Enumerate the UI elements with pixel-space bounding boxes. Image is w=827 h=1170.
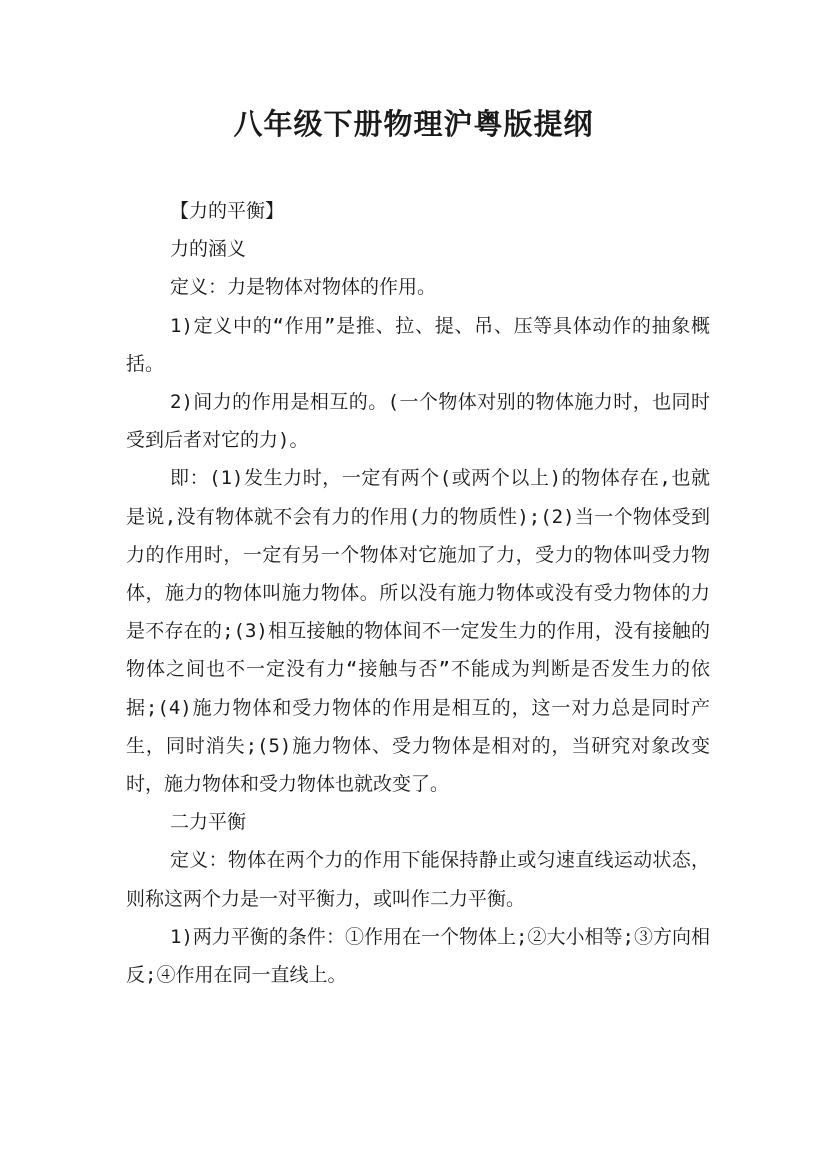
document-body [126,192,710,994]
paragraph-point-1: 1)定义中的“作用”是推、拉、提、吊、压等具体动作的抽象概括。 [126,314,710,375]
paragraph-balance-conditions: 1)两力平衡的条件：①作用在一个物体上;②大小相等;③方向相反;④作用在同一直线上。 [126,925,710,987]
document-title: 八年级下册物理沪粤版提纲 [233,107,594,141]
paragraph-balance-definition: 定义：物体在两个力的作用下能保持静止或匀速直线运动状态，则称这两个力是一对平衡力，或叫作二力平衡。 [126,849,710,910]
paragraph-force-definition: 定义：力是物体对物体的作用。 [170,276,437,299]
subheading-force-meaning: 力的涵义 [170,238,247,261]
subheading-two-force-balance: 二力平衡 [170,811,247,834]
section-heading-force-balance: 【力的平衡】 [170,200,285,222]
paragraph-point-2: 2)间力的作用是相互的。(一个物体对别的物体施力时，也同时受到后者对它的力)。 [126,391,710,452]
paragraph-explanation: 即：(1)发生力时，一定有两个(或两个以上)的物体存在,也就是说,没有物体就不会有力的作用(力的物质性);(2)当一个物体受到力的作用时，一定有另一个物体对它施加了力，受力的物体叫受力物体，施力的物体叫施力物体。所以没有施力物体或没有受力物体的力是不存在的;(3)相互接触的物体间不一定发生力的作用，没有接触的物体之间也不一定没有力“接触与否”不能成为判断是否发生力的依据;(4)施力物体和受力物体的作用是相互的，这一对力总是同时产生，同时消失;(5)施力物体、受力物体是相对的，当研究对象改变时，施力物体和受力物体也就改变了。 [126,467,710,796]
